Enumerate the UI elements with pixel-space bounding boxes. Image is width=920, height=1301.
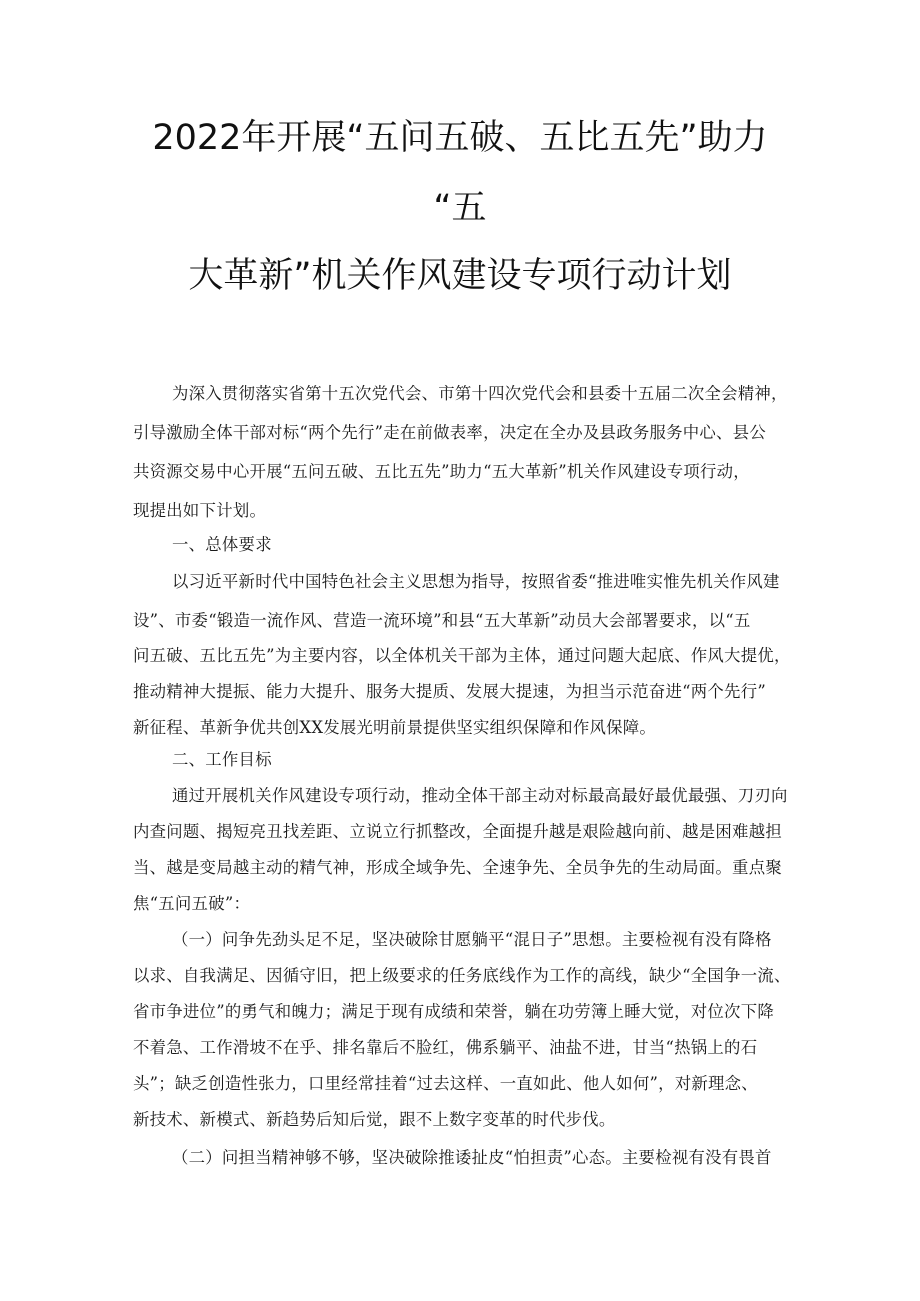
item1-line: 头”；缺乏创造性张力，口里经常挂着“过去这样、一直如此、他人如何”，对新理念、 xyxy=(133,1074,758,1093)
document-title-line-1: 2022年开展“五问五破、五比五先”助力 xyxy=(152,118,768,158)
document-title-line-2: “五 xyxy=(433,188,487,228)
section2-line: 通过开展机关作风建设专项行动，推动全体干部主动对标最高最好最优最强、刀刃向 xyxy=(172,786,788,805)
intro-line: 共资源交易中心开展“五问五破、五比五先”助力“五大革新”机关作风建设专项行动， xyxy=(133,462,750,481)
section-heading-work-goals: 二、工作目标 xyxy=(172,750,272,769)
item1-line: （一）问争先劲头足不足，坚决破除甘愿躺平“混日子”思想。主要检视有没有降格 xyxy=(172,930,772,949)
item2-line: （二）问担当精神够不够，坚决破除推诿扯皮“怕担责”心态。主要检视有没有畏首 xyxy=(172,1148,772,1167)
item1-line: 新技术、新模式、新趋势后知后觉，跟不上数字变革的时代步伐。 xyxy=(133,1110,616,1129)
section1-line: 设”、市委“锻造一流作风、营造一流环境”和县“五大革新”动员大会部署要求，以“五 xyxy=(133,611,751,630)
item1-line: 以求、自我满足、因循守旧，把上级要求的任务底线作为工作的高线，缺少“全国争一流、 xyxy=(133,966,791,985)
section1-line: 推动精神大提振、能力大提升、服务大提质、发展大提速，为担当示范奋进“两个先行” xyxy=(133,682,766,701)
intro-line: 为深入贯彻落实省第十五次党代会、市第十四次党代会和县委十五届二次全会精神， xyxy=(172,384,788,403)
intro-line: 引导激励全体干部对标“两个先行”走在前做表率，决定在全办及县政务服务中心、县公 xyxy=(133,423,766,442)
intro-line: 现提出如下计划。 xyxy=(133,501,267,520)
section-heading-overall-requirements: 一、总体要求 xyxy=(172,535,272,554)
section1-line: 以习近平新时代中国特色社会主义思想为指导，按照省委“推进唯实惟先机关作风建 xyxy=(172,572,780,591)
section1-line: 问五破、五比五先”为主要内容，以全体机关干部为主体，通过问题大起底、作风大提优， xyxy=(133,646,791,665)
section2-line: 当、越是变局越主动的精气神，形成全域争先、全速争先、全员争先的生动局面。重点聚 xyxy=(133,858,782,877)
section1-line: 新征程、革新争优共创XX发展光明前景提供坚实组织保障和作风保障。 xyxy=(133,718,657,737)
item1-line: 不着急、工作滑坡不在乎、排名靠后不脸红，佛系躺平、油盐不进，甘当“热锅上的石 xyxy=(133,1038,758,1057)
section2-line: 焦“五问五破”： xyxy=(133,894,251,913)
document-title-line-3: 大革新”机关作风建设专项行动计划 xyxy=(188,256,732,296)
item1-line: 省市争进位”的勇气和魄力；满足于现有成绩和荣誉，躺在功劳簿上睡大觉，对位次下降 xyxy=(133,1002,774,1021)
section2-line: 内查问题、揭短亮丑找差距、立说立行抓整改，全面提升越是艰险越向前、越是困难越担 xyxy=(133,822,782,841)
